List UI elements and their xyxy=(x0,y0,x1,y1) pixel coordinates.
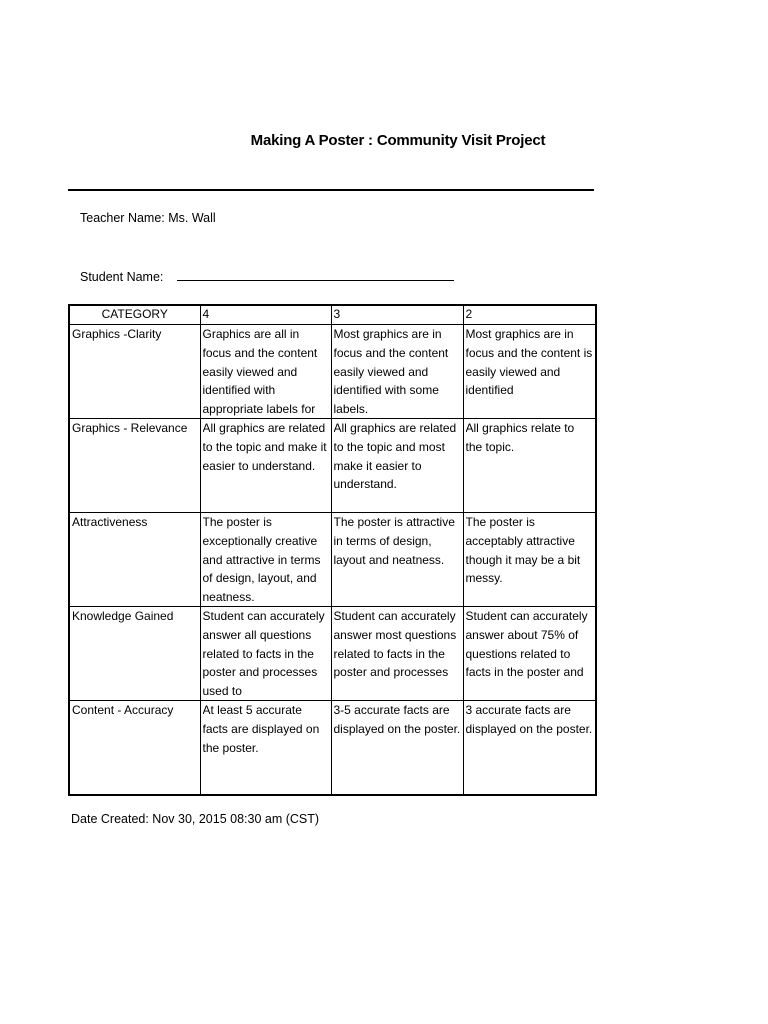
criterion-text: 3-5 accurate facts are displayed on the poster. xyxy=(333,703,461,736)
column-header-score-2: 2 xyxy=(463,305,596,325)
table-cell xyxy=(200,607,331,701)
table-cell xyxy=(463,607,596,701)
criterion-text: The poster is acceptably attractive though it may be a bit messy. xyxy=(465,515,581,586)
table-row xyxy=(69,701,596,796)
table-row xyxy=(69,419,596,513)
criterion-text: All graphics are related to the topic and most make it easier to understand. xyxy=(333,421,457,492)
criterion-text: 3 accurate facts are displayed on the poster. xyxy=(465,703,593,736)
table-cell xyxy=(200,701,331,796)
category-cell xyxy=(69,701,200,796)
column-header-score-4: 4 xyxy=(200,305,331,325)
criterion-text: Most graphics are in focus and the content is easily viewed and identified xyxy=(465,327,593,398)
table-row xyxy=(69,607,596,701)
criterion-text: Most graphics are in focus and the content easily viewed and identified with some labels. xyxy=(333,327,449,417)
rubric-table xyxy=(68,304,597,796)
table-cell xyxy=(200,419,331,513)
category-cell xyxy=(69,325,200,419)
student-name-label: Student Name: xyxy=(80,270,164,284)
table-cell xyxy=(200,325,331,419)
table-cell xyxy=(200,513,331,607)
criterion-text: Graphics are all in focus and the content easily viewed and identified with appropriate labels for xyxy=(202,327,318,417)
title-divider xyxy=(68,189,594,191)
criterion-text: All graphics are related to the topic and make it easier to understand. xyxy=(202,421,327,473)
table-cell xyxy=(463,513,596,607)
table-cell xyxy=(463,701,596,796)
criterion-text: The poster is attractive in terms of design, layout and neatness. xyxy=(333,515,455,567)
criterion-text: Student can accurately answer about 75% of questions related to facts in the poster and xyxy=(465,609,588,680)
date-created: Date Created: Nov 30, 2015 08:30 am (CST) xyxy=(71,812,320,826)
category-label: Graphics - Relevance xyxy=(72,421,188,435)
criterion-text: Student can accurately answer all questions related to facts in the poster and processes used to xyxy=(202,609,325,699)
table-cell xyxy=(331,607,463,701)
category-label: Attractiveness xyxy=(72,515,148,529)
page-title: Making A Poster : Community Visit Project xyxy=(250,132,546,149)
criterion-text: Student can accurately answer most questions related to facts in the poster and processes xyxy=(333,609,457,680)
teacher-name: Teacher Name: Ms. Wall xyxy=(80,211,216,225)
criterion-text: At least 5 accurate facts are displayed on the poster. xyxy=(202,703,320,755)
category-label: Content - Accuracy xyxy=(72,703,174,717)
category-label: Graphics -Clarity xyxy=(72,327,162,341)
table-cell xyxy=(331,513,463,607)
table-cell xyxy=(331,325,463,419)
table-row xyxy=(69,325,596,419)
table-cell xyxy=(463,325,596,419)
criterion-text: All graphics relate to the topic. xyxy=(465,421,575,454)
student-name-line xyxy=(80,268,454,284)
category-cell xyxy=(69,607,200,701)
table-cell xyxy=(331,701,463,796)
column-header-category: CATEGORY xyxy=(69,305,200,325)
category-cell xyxy=(69,419,200,513)
category-label: Knowledge Gained xyxy=(72,609,174,623)
table-cell xyxy=(463,419,596,513)
column-header-score-3: 3 xyxy=(331,305,463,325)
student-name-blank xyxy=(177,268,454,281)
table-row xyxy=(69,513,596,607)
criterion-text: The poster is exceptionally creative and attractive in terms of design, layout, and neatness. xyxy=(202,515,321,605)
category-cell xyxy=(69,513,200,607)
table-header-row xyxy=(69,305,596,325)
table-cell xyxy=(331,419,463,513)
